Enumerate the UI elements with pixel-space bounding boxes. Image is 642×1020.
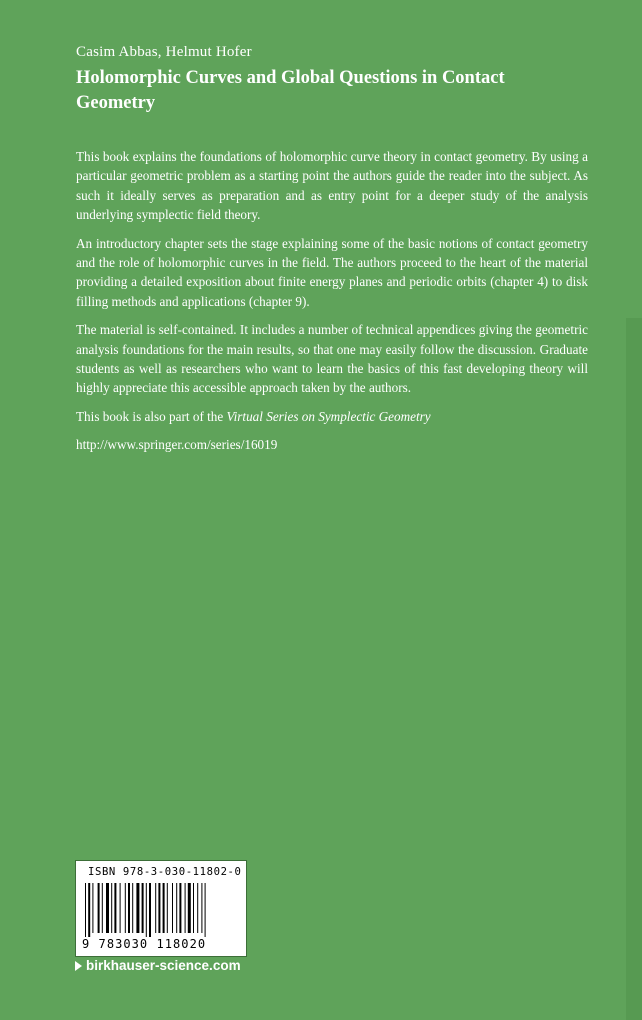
barcode-bar	[163, 883, 165, 933]
barcode-bars	[85, 883, 237, 937]
description-paragraph-3: The material is self-contained. It includes a number of technical appendices giving the geometric analysis foundations for the main results, so that one may easily follow the discussion. Graduate students as well as researchers who want to learn the basics of this fast developing theory will highly appreciate this accessible approach taken by the authors.	[76, 322, 588, 396]
barcode-bar	[85, 883, 86, 937]
barcode-bar	[111, 883, 112, 933]
description-paragraph-1: This book explains the foundations of holomorphic curve theory in contact geometry. By using a particular geometric problem as a starting point the authors guide the reader into the subject. As such it ideally serves as preparation and as entry point for a deeper study of the analysis underlying symplectic field theory.	[76, 149, 588, 223]
barcode-bar	[132, 883, 133, 933]
barcode-bar	[120, 883, 121, 933]
barcode-bar	[136, 883, 139, 933]
barcode-bar	[197, 883, 198, 933]
description-paragraph-2: An introductory chapter sets the stage explaining some of the basic notions of contact geometry and the role of holomorphic curves in the field. The authors proceed to the heart of the material providing a detailed exposition about finite energy planes and periodic orbits (chapter 4) to disk filling methods and applications (chapter 9).	[76, 235, 588, 309]
publisher-link[interactable]	[75, 958, 241, 973]
isbn-label: ISBN 978-3-030-11802-0	[88, 866, 242, 878]
series-prefix: This book is also part of the	[76, 408, 227, 424]
barcode-bar	[102, 883, 103, 933]
book-title: Holomorphic Curves and Global Questions in Contact Geometry	[76, 68, 505, 113]
barcode-bar	[205, 883, 206, 937]
barcode-bar	[155, 883, 156, 933]
barcode-bar	[167, 883, 168, 933]
publisher-website: birkhauser-science.com	[86, 958, 241, 973]
barcode-bar	[88, 883, 90, 937]
barcode-bar	[176, 883, 177, 933]
barcode-bar	[201, 883, 202, 933]
barcode-bar	[149, 883, 151, 937]
barcode-bar	[193, 883, 194, 933]
barcode-bar	[158, 883, 160, 933]
barcode-bar	[185, 883, 186, 933]
barcode-bar	[114, 883, 116, 933]
barcode-bar	[172, 883, 173, 933]
description	[76, 147, 588, 464]
triangle-arrow-icon	[75, 961, 82, 971]
barcode-bar	[142, 883, 144, 933]
barcode-bar	[188, 883, 191, 933]
spine-edge-strip	[626, 318, 642, 1020]
barcode-bar	[125, 883, 126, 933]
series-note	[76, 407, 588, 426]
series-url[interactable]: http://www.springer.com/series/16019	[76, 437, 278, 453]
series-name: Virtual Series on Symplectic Geometry	[226, 408, 431, 424]
barcode-bar	[92, 883, 93, 933]
barcode-bar	[128, 883, 130, 933]
barcode-bar	[146, 883, 147, 937]
authors: Casim Abbas, Helmut Hofer	[76, 44, 252, 60]
barcode-bar	[179, 883, 181, 933]
isbn-barcode	[75, 860, 247, 957]
barcode-bar	[106, 883, 109, 933]
barcode-bar	[98, 883, 100, 933]
ean-digits: 9 783030 118020	[82, 937, 207, 951]
